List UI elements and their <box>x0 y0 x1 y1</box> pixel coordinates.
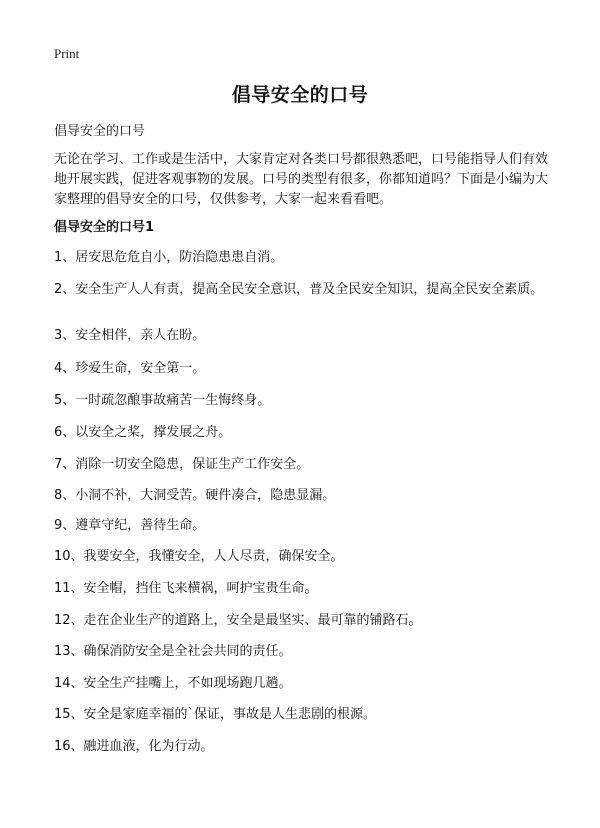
slogan-item-14: 14、安全生产挂嘴上，不如现场跑几趟。 <box>54 676 292 691</box>
slogan-item-10: 10、我要安全，我懂安全，人人尽责，确保安全。 <box>54 549 344 564</box>
slogan-item-11: 11、安全帽，挡住飞来横祸，呵护宝贵生命。 <box>54 581 318 596</box>
print-link[interactable]: Print <box>54 46 80 61</box>
slogan-item-1: 1、居安思危危自小，防治隐患患自消。 <box>54 250 284 265</box>
page-title: 倡导安全的口号 <box>231 84 369 106</box>
slogan-item-2: 2、安全生产人人有责，提高全民安全意识，普及全民安全知识，提高全民安全素质。 <box>54 282 544 297</box>
slogan-item-7: 7、消除一切安全隐患，保证生产工作安全。 <box>54 457 310 472</box>
article-subtitle: 倡导安全的口号 <box>54 124 146 139</box>
section-heading: 倡导安全的口号1 <box>54 220 155 235</box>
slogan-item-4: 4、珍爱生命，安全第一。 <box>54 361 206 376</box>
slogan-item-12: 12、走在企业生产的道路上，安全是最坚实、最可靠的铺路石。 <box>54 613 422 628</box>
slogan-item-9: 9、遵章守纪，善待生命。 <box>54 518 206 533</box>
slogan-item-15: 15、安全是家庭幸福的`保证，事故是人生悲剧的根源。 <box>54 707 377 722</box>
slogan-item-3: 3、安全相伴，亲人在盼。 <box>54 328 206 343</box>
slogan-item-8: 8、小洞不补，大洞受苦。硬件凑合，隐患显漏。 <box>54 488 336 503</box>
slogan-item-6: 6、以安全之桨，撑发展之舟。 <box>54 425 232 440</box>
slogan-item-5: 5、一时疏忽酿事故痛苦一生悔终身。 <box>54 393 271 408</box>
slogan-item-16: 16、融进血液，化为行动。 <box>54 739 214 754</box>
intro-paragraph: 无论在学习、工作或是生活中，大家肯定对各类口号都很熟悉吧，口号能指导人们有效地开展实践，促进客观事物的发展。口号的类型有很多，你都知道吗？下面是小编为大家整理的倡导安全的口号，仅供参考，大家一起来看看吧。 <box>54 152 549 207</box>
slogan-item-13: 13、确保消防安全是全社会共同的责任。 <box>54 644 292 659</box>
